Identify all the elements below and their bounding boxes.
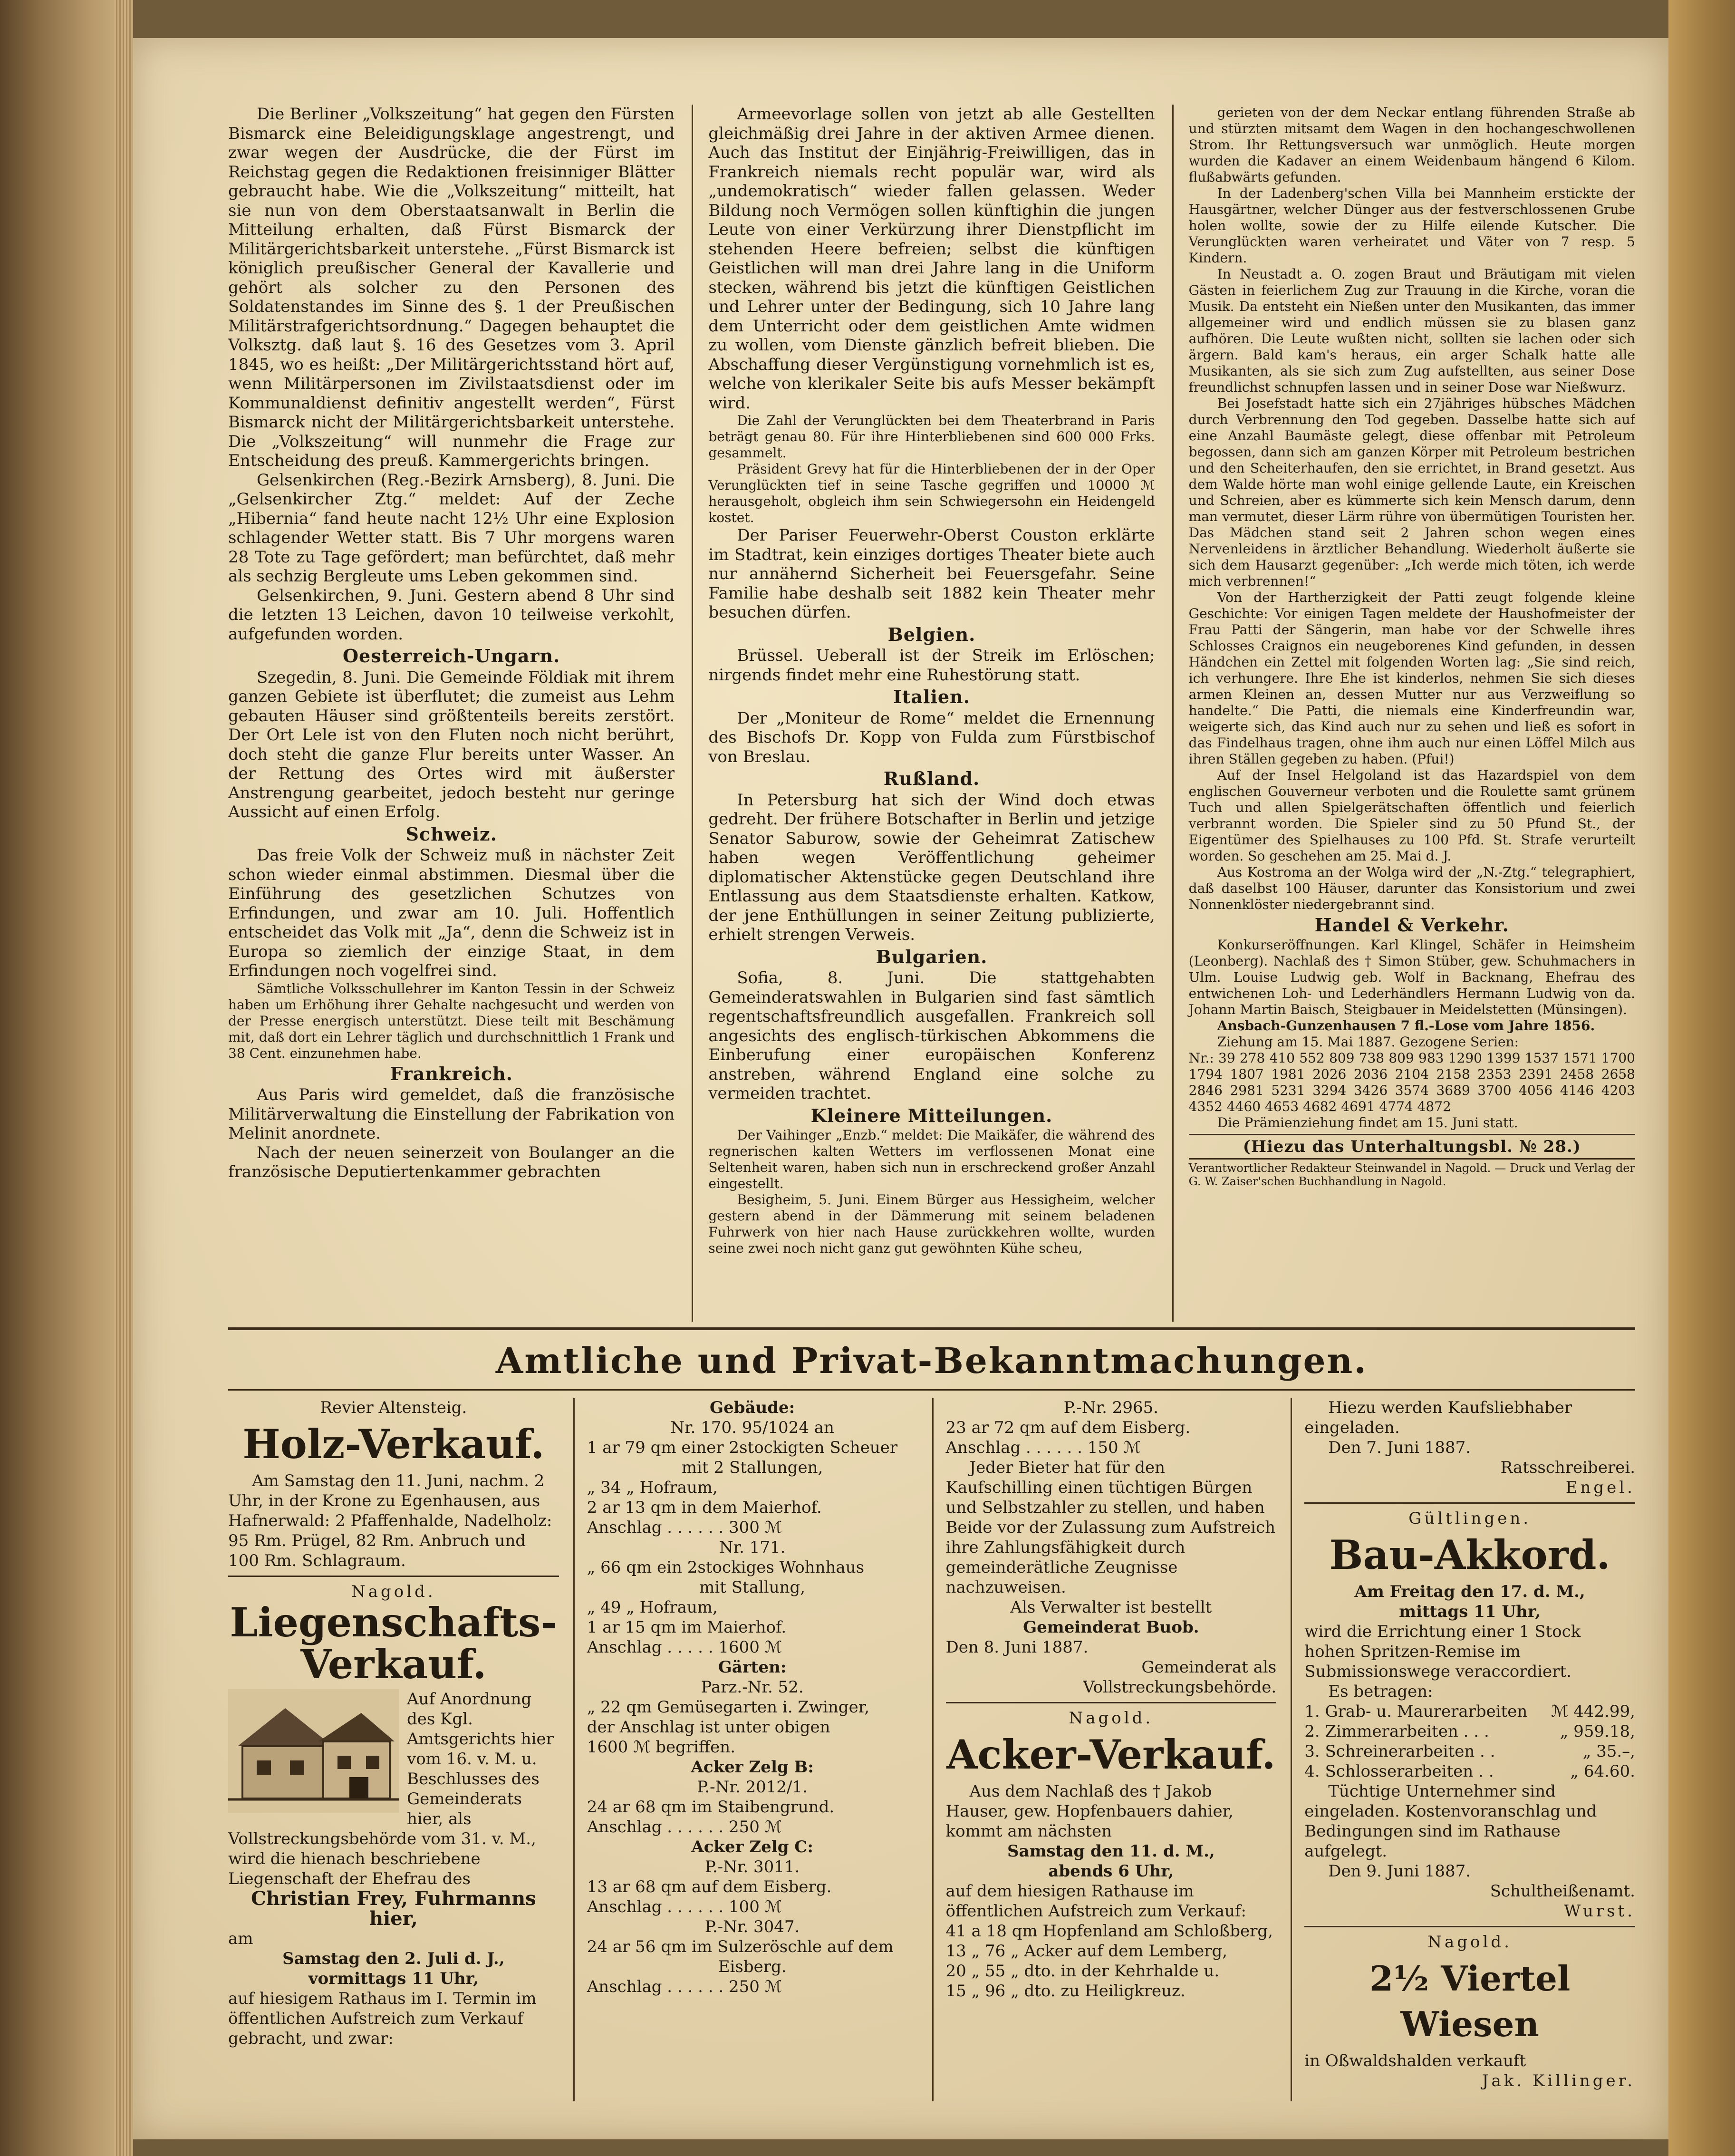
parcel-line: 20 „ 55 „ dto. in der Kehrhalde u. (945, 1962, 1220, 1981)
article-gelsenkirchen-2: Gelsenkirchen, 9. Juni. Gestern abend 8 Uhr sind die letzten 13 Leichen, davon 10 teilweise verkohlt, aufgefunden worden. (228, 586, 675, 644)
valuation-line: Anschlag . . . . . . 150 ℳ (945, 1438, 1141, 1457)
farmhouse-woodcut-image (228, 1689, 399, 1813)
field-line: 24 ar 68 qm im Staibengrund. (587, 1798, 835, 1817)
article-helgoland: Auf der Insel Helgoland ist das Hazardspiel von dem englischen Gouverneur verboten und die Roulette samt grünem Tuch und allen Spielgerätschaften öffentlich und feierlich verbrannt worden. Die Spieler sind zu 50 Pfund St., der Eigentümer des Spielhauses zu 100 Pfd. St. Strafe verurteilt worden. So geschehen am 25. Mai d. J. (1188, 767, 1635, 864)
article-neckar: gerieten von der dem Neckar entlang führenden Straße ab und stürzten mitsamt dem Wagen in den hochangeschwollenen Strom. Ihr Rettungsversuch war unmöglich. Heute morgen wurden die Kadaver an einem Weidenbaum hängend 6 Kilom. flußabwärts gefunden. (1188, 105, 1635, 185)
ads-section-title: Amtliche und Privat-Bekanntmachungen. (495, 1341, 1368, 1382)
heading-small-news: Kleinere Mitteilungen. (810, 1104, 1053, 1126)
administrator-name: Gemeinderat Buob. (1023, 1618, 1199, 1637)
article-maikaefer: Der Vaihinger „Enzb.“ meldet: Die Maikäfer, die während des regnerischen kalten Wetters im verflossenen Monat eine Seltenheit waren, haben sich nun in erschreckend großer Anzahl eingestellt. (708, 1127, 1155, 1191)
ad-place-gueltlingen: Gültlingen. (1408, 1509, 1532, 1528)
cost-value: „ 959.18, (1560, 1722, 1635, 1741)
article-josefstadt: Bei Josefstadt hatte sich ein 27jähriges hübsches Mädchen durch Verbrennung den Tod gegeben. Dasselbe hatte sich auf eine Anzahl Baumäste gelegt, diese offenbar mit Petroleum begossen, dann sich am ganzen Körper mit Petroleum bestrichen und den Scheiterhaufen, den sie errichtet, in Brand gesetzt. Aus dem Walde hörte man wohl einige gellende Laute, ein Kreischen und Schreien, aber es kümmerte sich kein Mensch darum, denn man vermutet, dieser Lärm rühre von übermütigen Touristen her. Das Mädchen stand seit 2 Jahren schon wegen eines Nervenleidens in ärztlicher Behandlung. Wiederholt äußerte sie sich dem Hausarzt gegenüber: „Ich werde mich töten, ich werde mich verbrennen!“ (1188, 396, 1635, 589)
article-melinit: Aus Paris wird gemeldet, daß die französische Militärverwaltung die Einstellung der Fabrikation von Melinit anordnete. (228, 1085, 675, 1143)
parcel-line: 13 „ 76 „ Acker auf dem Lemberg, (945, 1942, 1228, 1961)
ad-acker-verkauf-title: Acker-Verkauf. (946, 1731, 1276, 1778)
heading-france: Frankreich. (390, 1063, 513, 1084)
heading-switzerland: Schweiz. (405, 823, 497, 845)
article-neustadt: In Neustadt a. O. zogen Braut und Bräutigam mit vielen Gästen in feierlichem Zug zur Trauung in die Kirche, voran die Musik. Da entsteht ein Nießen unter den Musikanten, das immer allgemeiner wird und endlich müssen sie zu blasen ganz aufhören. Die Leute wußten nicht, sollten sie lachen oder sich ärgern. Bald kam's heraus, ein arger Schalk hatte alle Musikanten, als sie sich zum Zug aufstellten, aus seiner Dose freundlichst schnupfen lassen und in seiner Dose war Nießwurz. (1188, 266, 1635, 395)
building-line: „ 66 qm ein 2stockiges Wohnhaus (587, 1558, 865, 1577)
cost-value: ℳ 442.99, (1551, 1702, 1635, 1721)
valuation-line: Anschlag . . . . . . 100 ℳ (587, 1897, 782, 1916)
article-bismarck: Die Berliner „Volkszeitung“ hat gegen den Fürsten Bismarck eine Beleidigungsklage angestrengt, und zwar wegen der Ausdrücke, die der Fürst im Reichstag gegen die Redaktionen freisinniger Blätter gebraucht habe. Wie die „Volkszeitung“ mitteilt, hat sie nun von dem Oberstaatsanwalt in Berlin die Mitteilung erhalten, daß Fürst Bismarck der Militärgerichtsbarkeit unterstehe. „Fürst Bismarck ist königlich preußischer General der Kavallerie und gehört als solcher zu den Personen des Soldatenstandes im Sinne des §. 1 der Preußischen Militärstrafgerichtsordnung.“ Dagegen behauptet die Volksztg. daß laut §. 16 des Gesetzes vom 3. April 1845, wo es heißt: „Der Militärgerichtsstand hört auf, wenn Militärpersonen im Zivilstaatsdienst oder im Kommunaldienst definitiv angestellt werden“, Fürst Bismarck nicht der Militärgerichtsbarkeit unterstehe. Die „Volkszeitung“ will nunmehr die Frage zur Entscheidung des preuß. Kammergerichts bringen. (228, 105, 675, 470)
book-binding-edge (0, 0, 133, 2156)
ad-wiesen-title: 2½ Viertel Wiesen (1369, 1958, 1571, 2044)
ad-holz-text: Am Samstag den 11. Juni, nachm. 2 Uhr, in der Krone zu Egenhausen, aus Hafnerwald: 2 Pfaffenhalde, Nadelholz: 95 Rm. Prügel, 82 Rm. Anbruch und 100 Rm. Schlagraum. (228, 1471, 552, 1570)
field-line: P.-Nr. 2965. (1063, 1398, 1159, 1417)
signature-line: Vollstreckungsbehörde. (1083, 1678, 1277, 1697)
building-line: 1 ar 79 qm einer 2stockigten Scheuer (587, 1438, 898, 1457)
field-b-heading: Acker Zelg B: (691, 1758, 814, 1777)
lottery-title: Ansbach-Gunzenhausen 7 fl.-Lose vom Jahre 1856. (1217, 1017, 1595, 1034)
ad-date-line-2: vormittags 11 Uhr, (308, 1969, 479, 1988)
garden-line: Parz.-Nr. 52. (701, 1678, 804, 1697)
article-kostroma: Aus Kostroma an der Wolga wird der „N.-Ztg.“ telegraphiert, daß daselbst 100 Häuser, darunter das Konsistorium und zwei Nonnenklöster niedergebrannt sind. (1188, 864, 1635, 912)
field-line: P.-Nr. 3047. (704, 1917, 800, 1936)
cost-value: „ 64.60. (1570, 1762, 1635, 1781)
ad-bau-text-2: Tüchtige Unternehmer sind eingeladen. Kostenvoranschlag und Bedingungen sind im Rathause aufgelegt. (1304, 1782, 1597, 1861)
article-bruessel: Brüssel. Ueberall ist der Streik im Erlöschen; nirgends findet mehr eine Ruhestörung statt. (708, 646, 1155, 685)
building-line: 1 ar 15 qm im Maierhof. (587, 1618, 787, 1637)
imprint: Verantwortlicher Redakteur Steinwandel in Nagold. — Druck und Verlag der G. W. Zaiser'schen Buchhandlung in Nagold. (1188, 1161, 1635, 1188)
article-armeevorlage: Armeevorlage sollen von jetzt ab alle Gestellten gleichmäßig drei Jahre in der aktiven Armee dienen. Auch das Institut der Einjährig-Freiwilligen, das in Frankreich niemals recht populär war, wird als „undemokratisch“ wieder fallen gelassen. Weder Bildung noch Vermögen sollen künftighin die jungen Leute von einer Verkürzung ihrer Dienstpflicht im stehenden Heere befreien; selbst die künftigen Geistlichen will man drei Jahre lang in die Uniform stecken, während bis jetzt die künftigen Geistlichen und Lehrer unter der Bedingung, sich 10 Jahre lang dem Unterricht oder dem geistlichen Amte widmen zu wollen, vom Dienste gänzlich befreit blieben. Die Abschaffung dieser Vergünstigung vornehmlich ist es, welche von klerikaler Seite bis aufs Messer bekämpft wird. (708, 105, 1155, 413)
article-tessin-teachers: Sämtliche Volksschullehrer im Kanton Tessin in der Schweiz haben um Erhöhung ihrer Gehalte nachgesucht und werden von der Presse energisch unterstützt. Diese teilt mit Beschämung mit, daß dort ein Lehrer täglich und durchschnittlich 1 Frank und 38 Cent. einzunehmen habe. (228, 980, 675, 1061)
building-line: mit 2 Stallungen, (681, 1458, 823, 1477)
newspaper-page (133, 38, 1668, 2139)
cost-row (1304, 1721, 1635, 1741)
field-line: 23 ar 72 qm auf dem Eisberg. (945, 1418, 1191, 1437)
heading-russia: Rußland. (883, 768, 980, 789)
article-besigheim: Besigheim, 5. Juni. Einem Bürger aus Hessigheim, welcher gestern abend in der Dämmerung mit seinem beladenen Fuhrwerk von hier nach Hause zurückkehren wollte, wurden seine zwei noch nicht ganz gut gewöhnten Kühe scheu, (708, 1192, 1155, 1256)
signature-name: Engel. (1565, 1478, 1635, 1497)
ad-date-line-1: Am Freitag den 17. d. M., (1354, 1582, 1585, 1601)
ad-liegenschaft-title-1: Liegenschafts- (230, 1599, 558, 1646)
cost-value: „ 35.–, (1582, 1742, 1635, 1761)
garden-line: 1600 ℳ begriffen. (587, 1738, 736, 1757)
article-swiss-vote: Das freie Volk der Schweiz muß in nächster Zeit schon wieder einmal abstimmen. Diesmal über die Einführung des gesetzlichen Schutzes von Erfindungen, und zwar am 10. Juli. Hoffentlich entscheidet das Volk mit „Ja“, denn die Schweiz ist in Europa so ziemlich der einzige Staat, in dem Erfindungen noch vogelfrei sind. (228, 846, 675, 980)
ad-date-line-1: Samstag den 11. d. M., (1007, 1842, 1215, 1861)
building-line: mit Stallung, (699, 1578, 806, 1597)
ad-column-3 (932, 1398, 1277, 2101)
article-szegedin: Szegedin, 8. Juni. Die Gemeinde Földiak mit ihrem ganzen Gebiete ist überflutet; die zumeist aus Lehm gebauten Häuser sind größtenteils bereits zerstört. Der Ort Lele ist von den Fluten noch nicht berührt, doch steht die ganze Flur bereits unter Wasser. An der Rettung des Ortes wird mit äußerster Anstrengung gearbeitet, jedoch besteht nur geringe Aussicht auf einen Erfolg. (228, 667, 675, 822)
news-column-3 (1172, 105, 1635, 1322)
field-line: P.-Nr. 3011. (704, 1857, 800, 1876)
cost-row (1304, 1741, 1635, 1761)
parcel-line: 15 „ 96 „ dto. zu Heiligkreuz. (945, 1982, 1186, 2001)
building-line: Nr. 171. (719, 1538, 786, 1557)
heading-bulgaria: Bulgarien. (876, 946, 988, 967)
field-c-heading: Acker Zelg C: (691, 1837, 813, 1856)
signature-name: Wurst. (1564, 1902, 1635, 1921)
building-line: 2 ar 13 qm in dem Maierhof. (587, 1498, 822, 1517)
field-line: 24 ar 56 qm im Sulzeröschle auf dem (587, 1937, 894, 1956)
section-divider (228, 1327, 1635, 1330)
signature-line: Schultheißenamt. (1490, 1882, 1635, 1901)
ad-invitation: Hiezu werden Kaufsliebhaber eingeladen. (1304, 1398, 1572, 1437)
garden-line: „ 22 qm Gemüsegarten i. Zwinger, (587, 1698, 870, 1717)
valuation-line: Anschlag . . . . . . 300 ℳ (587, 1518, 782, 1537)
ads-columns (228, 1398, 1635, 2101)
ad-owner-name: Christian Frey, Fuhrmanns hier, (251, 1887, 536, 1930)
ad-date: Den 7. Juni 1887. (1328, 1438, 1471, 1457)
article-sofia: Sofia, 8. Juni. Die stattgehabten Gemeinderatswahlen in Bulgarien sind fast sämtlich regentschaftsfreundlich ausgefallen. Frankreich soll angesichts des englisch-türkischen Abkommens die Einberufung einer europäischen Konferenz anstreben, während England eine solche zu vermeiden trachtet. (708, 968, 1155, 1103)
ad-liegenschaft-title-2: Verkauf. (300, 1641, 487, 1688)
signature-line: Ratsschreiberei. (1500, 1458, 1635, 1477)
cost-item: 4. Schlosserarbeiten . . (1304, 1762, 1494, 1781)
valuation-line: Anschlag . . . . . 1600 ℳ (587, 1638, 782, 1657)
ad-acker-text-2: auf dem hiesigen Rathause im öffentlichen Aufstreich zum Verkauf: (945, 1882, 1246, 1921)
heading-belgium: Belgien. (887, 623, 976, 645)
news-column-2 (692, 105, 1155, 1322)
page-stack-edge (1668, 0, 1735, 2156)
building-line: „ 34 „ Hofraum, (587, 1478, 718, 1497)
field-line: P.-Nr. 2012/1. (697, 1778, 808, 1797)
ad-date-line-1: Samstag den 2. Juli d. J., (282, 1949, 505, 1968)
article-mannheim: In der Ladenberg'schen Villa bei Mannheim erstickte der Hausgärtner, welcher Dünger aus der festverschlossenen Grube holen wollte, sowie der zu Hilfe eilende Kutscher. Die Verunglückten waren verheiratet und Väter von 7 resp. 5 Kindern. (1188, 185, 1635, 266)
article-boulanger: Nach der neuen seinerzeit von Boulanger an die französische Deputiertenkammer gebrachten (228, 1143, 675, 1181)
cost-item: 1. Grab- u. Maurerarbeiten (1304, 1702, 1528, 1721)
heading-austria-hungary: Oesterreich-Ungarn. (342, 645, 560, 667)
heading-trade: Handel & Verkehr. (1314, 914, 1509, 936)
article-konkurs: Konkurseröffnungen. Karl Klingel, Schäfer in Heimsheim (Leonberg). Nachlaß des † Simon Stüber, gew. Schuhmachers in Ulm. Louise Ludwig geb. Wolf in Backnang, Ehefrau des entwichenen Loh- und Lederhändlers Hermann Ludwig von da. Johann Martin Baisch, Steigbauer in Meidelstetten (Münsingen). (1188, 937, 1635, 1017)
ad-place-nagold: Nagold. (1427, 1933, 1512, 1952)
article-moniteur: Der „Moniteur de Rome“ meldet die Ernennung des Bischofs Dr. Kopp von Fulda zum Fürstbischof von Breslau. (708, 708, 1155, 766)
news-columns (228, 105, 1635, 1322)
ad-bau-akkord-title: Bau-Akkord. (1329, 1531, 1610, 1578)
ad-wiesen-text: in Oßwaldshalden verkauft (1304, 2051, 1526, 2070)
ad-liegenschaft-text-2: auf hiesigem Rathaus im I. Termin im öffentlichen Aufstreich zum Verkauf gebracht, und zwar: (228, 1989, 537, 2048)
cost-item: 3. Schreinerarbeiten . . (1304, 1742, 1495, 1761)
ad-place-altensteig: Revier Altensteig. (320, 1398, 467, 1417)
ad-place-nagold: Nagold. (1069, 1709, 1154, 1728)
lottery-end: Die Prämienziehung findet am 15. Juni statt. (1217, 1114, 1518, 1131)
building-line: Nr. 170. 95/1024 an (670, 1418, 834, 1437)
ad-liegenschaft-text: Auf Anordnung des Kgl. Amtsgerichts hier vom 16. v. M. u. Beschlusses des Gemeinderats hier, als Vollstreckungsbehörde vom 31. v. M., wird die hienach beschriebene Liegenschaft der Ehefrau des (228, 1690, 554, 1888)
article-couston: Der Pariser Feuerwehr-Oberst Couston erklärte im Stadtrat, kein einziges dortiges Theater biete auch nur annähernd Sicherheit bei Feuersgefahr. Seine Familie habe deshalb seit 1882 kein Theater mehr besuchen dürfen. (708, 526, 1155, 622)
administrator-line: Als Verwalter ist bestellt (1010, 1598, 1212, 1617)
cost-heading: Es betragen: (1328, 1682, 1433, 1701)
buildings-heading: Gebäude: (710, 1398, 795, 1417)
gardens-heading: Gärten: (718, 1658, 787, 1677)
heading-italy: Italien. (893, 686, 970, 707)
ad-date-line-2: mittags 11 Uhr, (1399, 1602, 1541, 1621)
supplement-note: (Hiezu das Unterhaltungsbl. № 28.) (1189, 1134, 1635, 1160)
ad-divider (946, 1702, 1277, 1703)
ad-column-4 (1291, 1398, 1635, 2101)
bidder-terms: Jeder Bieter hat für den Kaufschilling einen tüchtigen Bürgen und Selbstzahler zu stellen, und haben Beide vor der Zulassung zum Aufstreich ihre Zahlungsfähigkeit durch gemeinderätliche Zeugnisse nachzuweisen. (945, 1458, 1275, 1597)
ad-divider (228, 1576, 559, 1577)
article-theaterbrand: Die Zahl der Verunglückten bei dem Theaterbrand in Paris beträgt genau 80. Für ihre Hinterbliebenen sind 600 000 Frks. gesammelt. (708, 413, 1155, 461)
ad-date-line-2: abends 6 Uhr, (1048, 1862, 1174, 1881)
article-petersburg: In Petersburg hat sich der Wind doch etwas gedreht. Der frühere Botschafter in Berlin und jetzige Senator Saburow, sowie der Geheimrat Zatischew haben wegen Veröffentlichung geheimer diplomatischer Aktenstücke gegen Deutschland ihre Entlassung aus dem Staatsdienste erhalten. Katkow, der jene Enthüllungen in seiner Zeitung publizierte, erhielt strengen Verweis. (708, 790, 1155, 944)
cost-row (1304, 1761, 1635, 1781)
cost-row (1304, 1702, 1635, 1721)
lottery-subtitle: Ziehung am 15. Mai 1887. Gezogene Serien: (1217, 1034, 1519, 1050)
ad-column-1 (228, 1398, 559, 2101)
signature-line: Gemeinderat als (1141, 1658, 1277, 1677)
ad-date: Den 8. Juni 1887. (945, 1638, 1089, 1657)
news-column-1 (228, 105, 675, 1322)
ad-holz-verkauf-title: Holz-Verkauf. (242, 1421, 545, 1468)
lottery-numbers: Nr.: 39 278 410 552 809 738 809 983 1290 1399 1537 1571 1700 1794 1807 1981 2026 2036 2104 2158 2353 2391 2458 2658 2846 2981 5231 3294 3426 3574 3689 3700 4056 4146 4203 4352 4460 4653 4682 4691 4774 4872 (1188, 1050, 1635, 1114)
valuation-line: Anschlag . . . . . . 250 ℳ (587, 1818, 782, 1837)
ad-acker-text: Aus dem Nachlaß des † Jakob Hauser, gew. Hopfenbauers dahier, kommt am nächsten (945, 1782, 1234, 1841)
valuation-line: Anschlag . . . . . . 250 ℳ (587, 1977, 782, 1996)
field-line: 13 ar 68 qm auf dem Eisberg. (587, 1877, 832, 1896)
field-line: Eisberg. (718, 1957, 787, 1976)
ad-bau-text: wird die Errichtung einer 1 Stock hohen Spritzen-Remise im Submissionswege veraccordiert. (1304, 1622, 1581, 1681)
cost-item: 2. Zimmerarbeiten . . . (1304, 1722, 1489, 1741)
article-patti: Von der Hartherzigkeit der Patti zeugt folgende kleine Geschichte: Vor einigen Tagen meldete der Haushofmeister der Frau Patti der Sängerin, man habe vor der Schwelle ihres Schlosses Craignos ein neugeborenes Kind gefunden, in dessen Händchen ein Zettel mit folgenden Worten lag: „Sie sind reich, ich verhungere. Ihre Ehe ist kinderlos, nehmen Sie sich dieses armen Kleinen an, dessen Mutter nur aus Verzweiflung so handelte.“ Die Patti, die niemals eine Kinderfreundin war, weigerte sich, das Kind auch nur zu sehen und ließ es sofort in das Findelhaus tragen, ohne ihm auch nur einen Löffel Milch aus ihren Ställen gegeben zu haben. (Pfui!) (1188, 590, 1635, 767)
article-gelsenkirchen-1: Gelsenkirchen (Reg.-Bezirk Arnsberg), 8. Juni. Die „Gelsenkircher Ztg.“ meldet: Auf der Zeche „Hibernia“ fand heute nacht 12½ Uhr eine Explosion schlagender Wetter statt. Bis 7 Uhr morgens waren 28 Tote zu Tage gefördert; man befürchtet, daß mehr als sechzig Bergleute ums Leben gekommen sind. (228, 470, 675, 586)
parcel-line: 41 a 18 qm Hopfenland am Schloßberg, (945, 1922, 1273, 1941)
ad-place-nagold: Nagold. (351, 1582, 436, 1601)
ad-date: Den 9. Juni 1887. (1328, 1862, 1471, 1881)
ads-title-rule (228, 1389, 1635, 1391)
ad-divider (1304, 1926, 1635, 1927)
signature-name: Jak. Killinger. (1482, 2071, 1635, 2090)
ad-column-2 (573, 1398, 918, 2101)
building-line: „ 49 „ Hofraum, (587, 1598, 718, 1617)
ad-am: am (228, 1929, 253, 1948)
garden-line: der Anschlag ist unter obigen (587, 1718, 830, 1737)
ad-divider (1304, 1502, 1635, 1504)
article-grevy: Präsident Grevy hat für die Hinterbliebenen der in der Oper Verunglückten tief in seine Tasche gegriffen und 10000 ℳ herausgeholt, obgleich ihm sein Schwiegersohn ein Heidengeld kostet. (708, 461, 1155, 525)
